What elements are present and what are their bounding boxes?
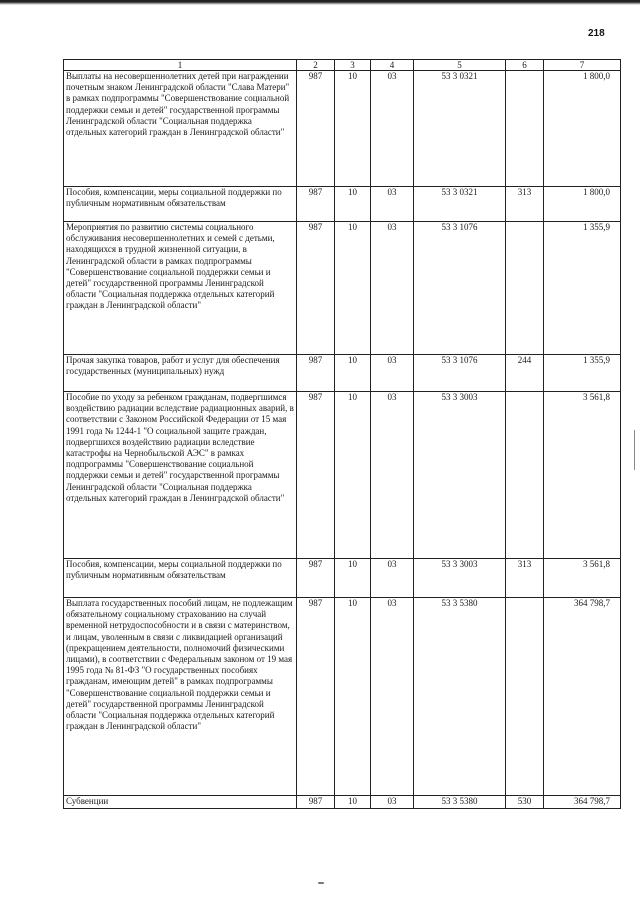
row-rz: 10: [335, 392, 371, 559]
row-ved: 987: [297, 796, 335, 809]
row-name: Выплата государственных пособий лицам, не подлежащим обязательному социальному страхованию на случай временной нетрудоспособности и в связи с материнством, и лицам, уволенным в связи с ликвидацией организаций (прекращением деятельности, полномочий физическими лицами), в соответствии с Федеральным законом от 19 мая 1995 года № 81-ФЗ "О государственных пособиях гражданам, имеющим детей" в рамках подпрограммы "Совершенствование социальной поддержки семьи и детей" государственной программы Ленинградской области "Социальная поддержка отдельных категорий граждан в Ленинградской области": [64, 598, 297, 796]
row-rz: 10: [335, 559, 371, 598]
table-row: [64, 71, 621, 187]
column-number: 2: [297, 60, 335, 71]
column-number: 6: [506, 60, 544, 71]
row-ved: 987: [297, 71, 335, 187]
column-number: 1: [64, 60, 297, 71]
table-row: [64, 392, 621, 559]
row-csr: 53 3 0321: [414, 187, 506, 222]
column-number: 3: [335, 60, 371, 71]
column-number: 5: [414, 60, 506, 71]
row-pr: 03: [371, 598, 414, 796]
row-ved: 987: [297, 187, 335, 222]
row-ved: 987: [297, 392, 335, 559]
row-pr: 03: [371, 222, 414, 355]
row-vr: 530: [506, 796, 544, 809]
scan-mark: [634, 430, 635, 470]
row-vr: [506, 71, 544, 187]
row-vr: [506, 598, 544, 796]
row-pr: 03: [371, 71, 414, 187]
row-name: Пособия, компенсации, меры социальной поддержки по публичным нормативным обязательствам: [64, 559, 297, 598]
column-number-row: [64, 60, 621, 71]
scan-top-border: [0, 0, 640, 5]
row-name: Прочая закупка товаров, работ и услуг для обеспечения государственных (муниципальных) нужд: [64, 355, 297, 392]
row-pr: 03: [371, 796, 414, 809]
row-sum: 364 798,7: [544, 796, 621, 809]
row-name: Субвенции: [64, 796, 297, 809]
row-sum: 1 800,0: [544, 71, 621, 187]
row-ved: 987: [297, 598, 335, 796]
row-pr: 03: [371, 392, 414, 559]
row-csr: 53 3 1076: [414, 355, 506, 392]
column-number: 4: [371, 60, 414, 71]
row-sum: 1 355,9: [544, 355, 621, 392]
row-ved: 987: [297, 355, 335, 392]
row-name: Мероприятия по развитию системы социального обслуживания несовершеннолетних и семей с детьми, находящихся в трудной жизненной ситуации, в Ленинградской области в рамках подпрограммы "Совершенствование социальной поддержки семьи и детей" государственной программы Ленинградской области "Социальная поддержка отдельных категорий граждан в Ленинградской области": [64, 222, 297, 355]
row-csr: 53 3 5380: [414, 796, 506, 809]
row-name: Пособие по уходу за ребенком гражданам, подвергшимся воздействию радиации вследствие радиационных аварий, в соответствии с Законом Российской Федерации от 15 мая 1991 года № 1244-1 "О социальной защите граждан, подвергшихся воздействию радиации вследствие катастрофы на Чернобыльской АЭС" в рамках подпрограммы "Совершенствование социальной поддержки семьи и детей" государственной программы Ленинградской области "Социальная поддержка отдельных категорий граждан в Ленинградской области": [64, 392, 297, 559]
table-row: [64, 222, 621, 355]
budget-table: [63, 59, 621, 809]
row-sum: 1 355,9: [544, 222, 621, 355]
row-csr: 53 3 0321: [414, 71, 506, 187]
row-csr: 53 3 1076: [414, 222, 506, 355]
table-row: [64, 559, 621, 598]
row-ved: 987: [297, 222, 335, 355]
row-vr: [506, 222, 544, 355]
table-row: [64, 187, 621, 222]
row-rz: 10: [335, 796, 371, 809]
row-sum: 3 561,8: [544, 392, 621, 559]
row-csr: 53 3 3003: [414, 559, 506, 598]
row-rz: 10: [335, 222, 371, 355]
row-name: Пособия, компенсации, меры социальной поддержки по публичным нормативным обязательствам: [64, 187, 297, 222]
column-number: 7: [544, 60, 621, 71]
row-csr: 53 3 5380: [414, 598, 506, 796]
page-number: 218: [588, 28, 605, 39]
scan-speck: [318, 882, 324, 884]
row-pr: 03: [371, 187, 414, 222]
row-rz: 10: [335, 355, 371, 392]
row-sum: 3 561,8: [544, 559, 621, 598]
row-rz: 10: [335, 598, 371, 796]
row-pr: 03: [371, 559, 414, 598]
table-row: [64, 355, 621, 392]
row-rz: 10: [335, 187, 371, 222]
row-vr: 244: [506, 355, 544, 392]
table-row: [64, 598, 621, 796]
row-vr: 313: [506, 559, 544, 598]
row-csr: 53 3 3003: [414, 392, 506, 559]
row-sum: 364 798,7: [544, 598, 621, 796]
row-pr: 03: [371, 355, 414, 392]
row-sum: 1 800,0: [544, 187, 621, 222]
row-ved: 987: [297, 559, 335, 598]
row-name: Выплаты на несовершеннолетних детей при награждении почетным знаком Ленинградской области "Слава Матери" в рамках подпрограммы "Совершенствование социальной поддержки семьи и детей" государственной программы Ленинградской области "Социальная поддержка отдельных категорий граждан в Ленинградской области": [64, 71, 297, 187]
row-vr: 313: [506, 187, 544, 222]
row-rz: 10: [335, 71, 371, 187]
table-row: [64, 796, 621, 809]
row-vr: [506, 392, 544, 559]
